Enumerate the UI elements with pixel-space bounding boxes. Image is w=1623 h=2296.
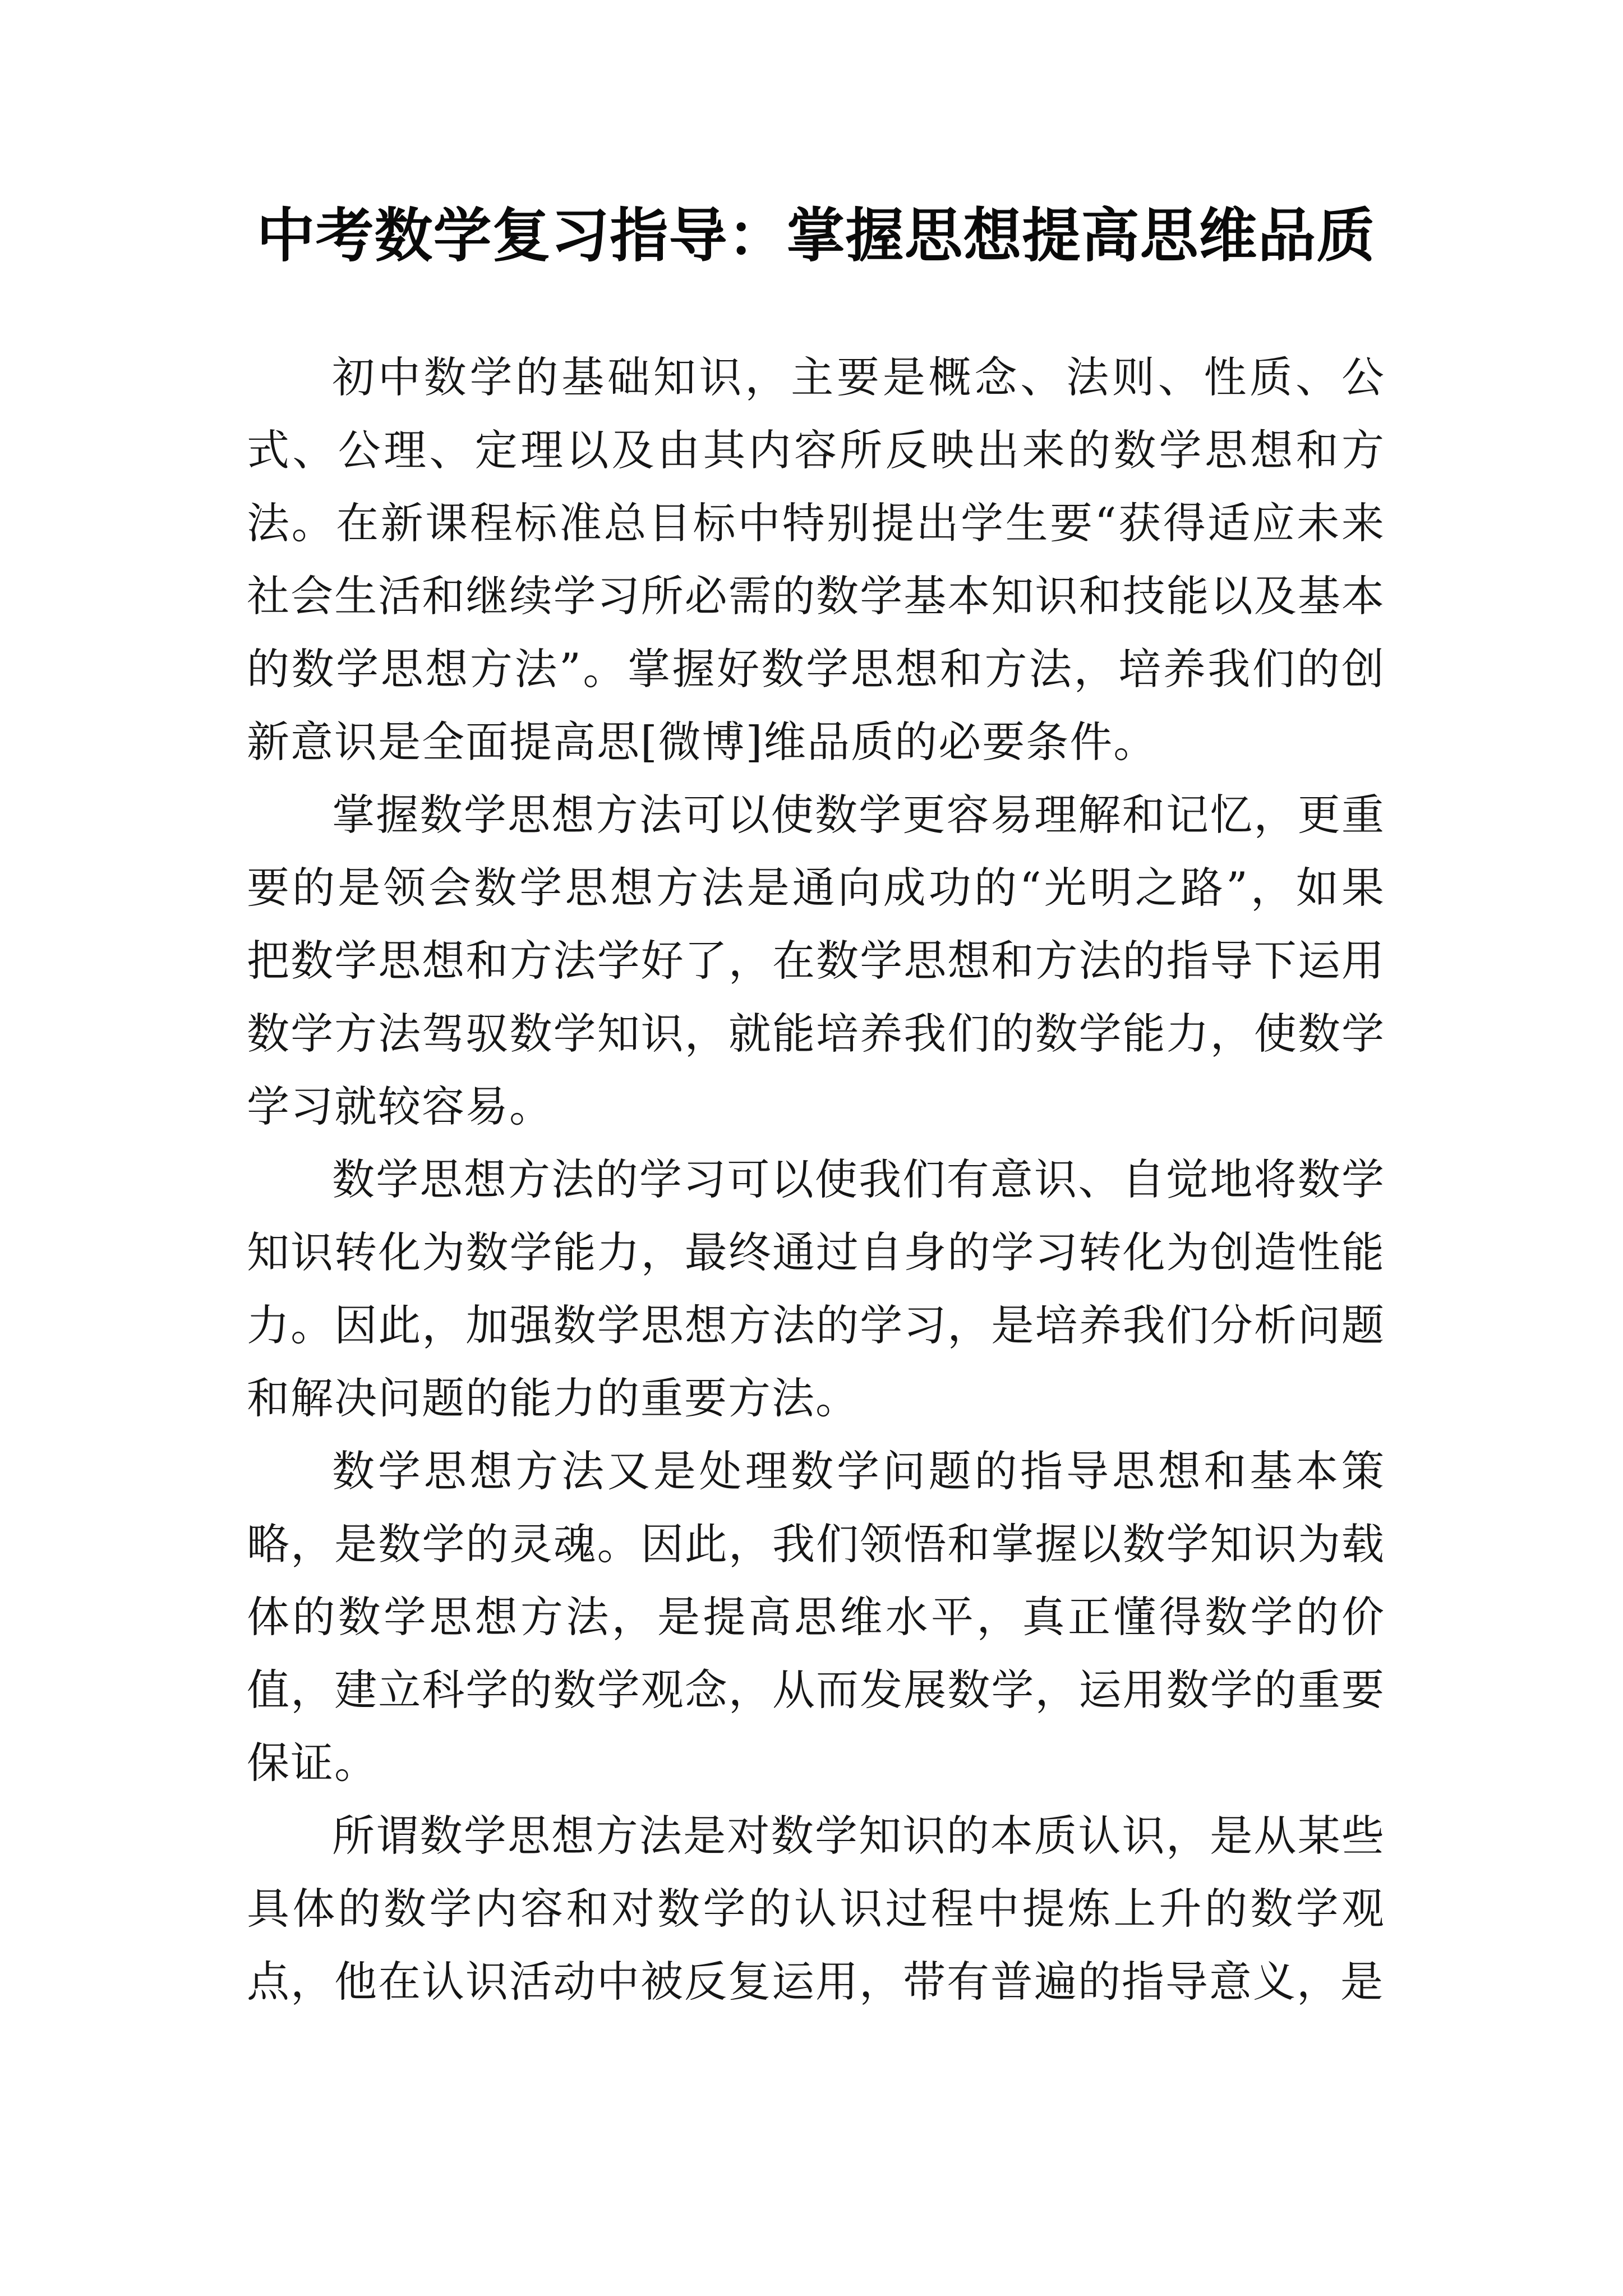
paragraph: 初中数学的基础知识，主要是概念、法则、性质、公式、公理、定理以及由其内容所反映出来的数学思想和方法。在新课程标准总目标中特别提出学生要“获得适应未来社会生活和继续学习所必需的数学基本知识和技能以及基本的数学思想方法”。掌握好数学思想和方法，培养我们的创新意识是全面提高思[微博]维品质的必要条件。: [247, 352, 1385, 767]
document-body: [247, 341, 1385, 2018]
paragraph: 所谓数学思想方法是对数学知识的本质认识，是从某些具体的数学内容和对数学的认识过程中提炼上升的数学观点，他在认识活动中被反复运用，带有普遍的指导意义，是: [247, 1811, 1385, 2007]
paragraph: 数学思想方法的学习可以使我们有意识、自觉地将数学知识转化为数学能力，最终通过自身的学习转化为创造性能力。因此，加强数学思想方法的学习，是培养我们分析问题和解决问题的能力的重要方法。: [247, 1154, 1385, 1423]
paragraph: 掌握数学思想方法可以使数学更容易理解和记忆，更重要的是领会数学思想方法是通向成功的“光明之路”，如果把数学思想和方法学好了，在数学思想和方法的指导下运用数学方法驾驭数学知识，就能培养我们的数学能力，使数学学习就较容易。: [247, 790, 1385, 1131]
paragraph: 数学思想方法又是处理数学问题的指导思想和基本策略，是数学的灵魂。因此，我们领悟和掌握以数学知识为载体的数学思想方法，是提高思维水平，真正懂得数学的价值，建立科学的数学观念，从而发展数学，运用数学的重要保证。: [247, 1446, 1385, 1788]
document-title: 中考数学复习指导：掌握思想提高思维品质: [256, 201, 1376, 270]
